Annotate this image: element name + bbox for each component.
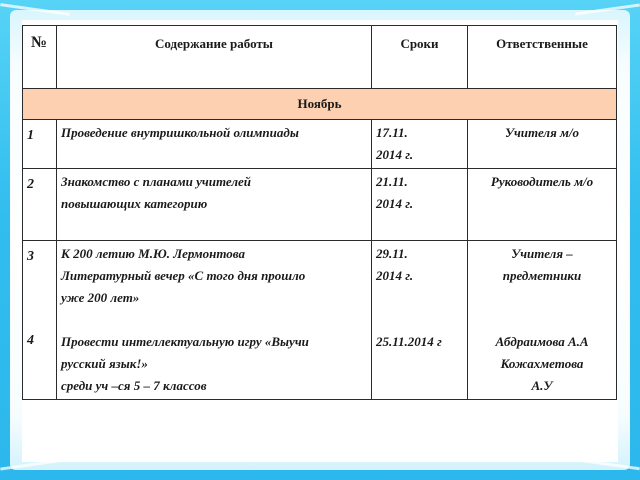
row-content: К 200 летию М.Ю. Лермонтова Литературный вечер «С того дня прошло уже 200 лет» Провести интеллектуальную игру «Выучи русский язык!» среди уч –ся 5 – 7 классов [57,241,372,400]
table-row [23,169,617,241]
row-date: 17.11. 2014 г. [372,120,468,169]
table-row [23,241,617,400]
table-row [23,120,617,169]
header-content: Содержание работы [57,26,372,89]
row-number: 1 [23,120,57,169]
row-responsible: Учителя м/о [468,120,617,169]
row-responsible: Руководитель м/о [468,169,617,241]
row-number: 2 [23,169,57,241]
header-row [23,26,617,89]
row-content: Проведение внутришкольной олимпиады [57,120,372,169]
month-label: Ноябрь [23,89,617,120]
header-number: № [23,26,57,89]
row-number: 3 4 [23,241,57,400]
header-dates: Сроки [372,26,468,89]
header-responsible: Ответственные [468,26,617,89]
row-content: Знакомство с планами учителей повышающих категорию [57,169,372,241]
row-responsible: Учителя – предметники Абдраимова А.А Кожахметова А.У [468,241,617,400]
month-row [23,89,617,120]
row-date: 29.11. 2014 г. 25.11.2014 г [372,241,468,400]
work-plan-table [22,25,617,400]
row-date: 21.11. 2014 г. [372,169,468,241]
